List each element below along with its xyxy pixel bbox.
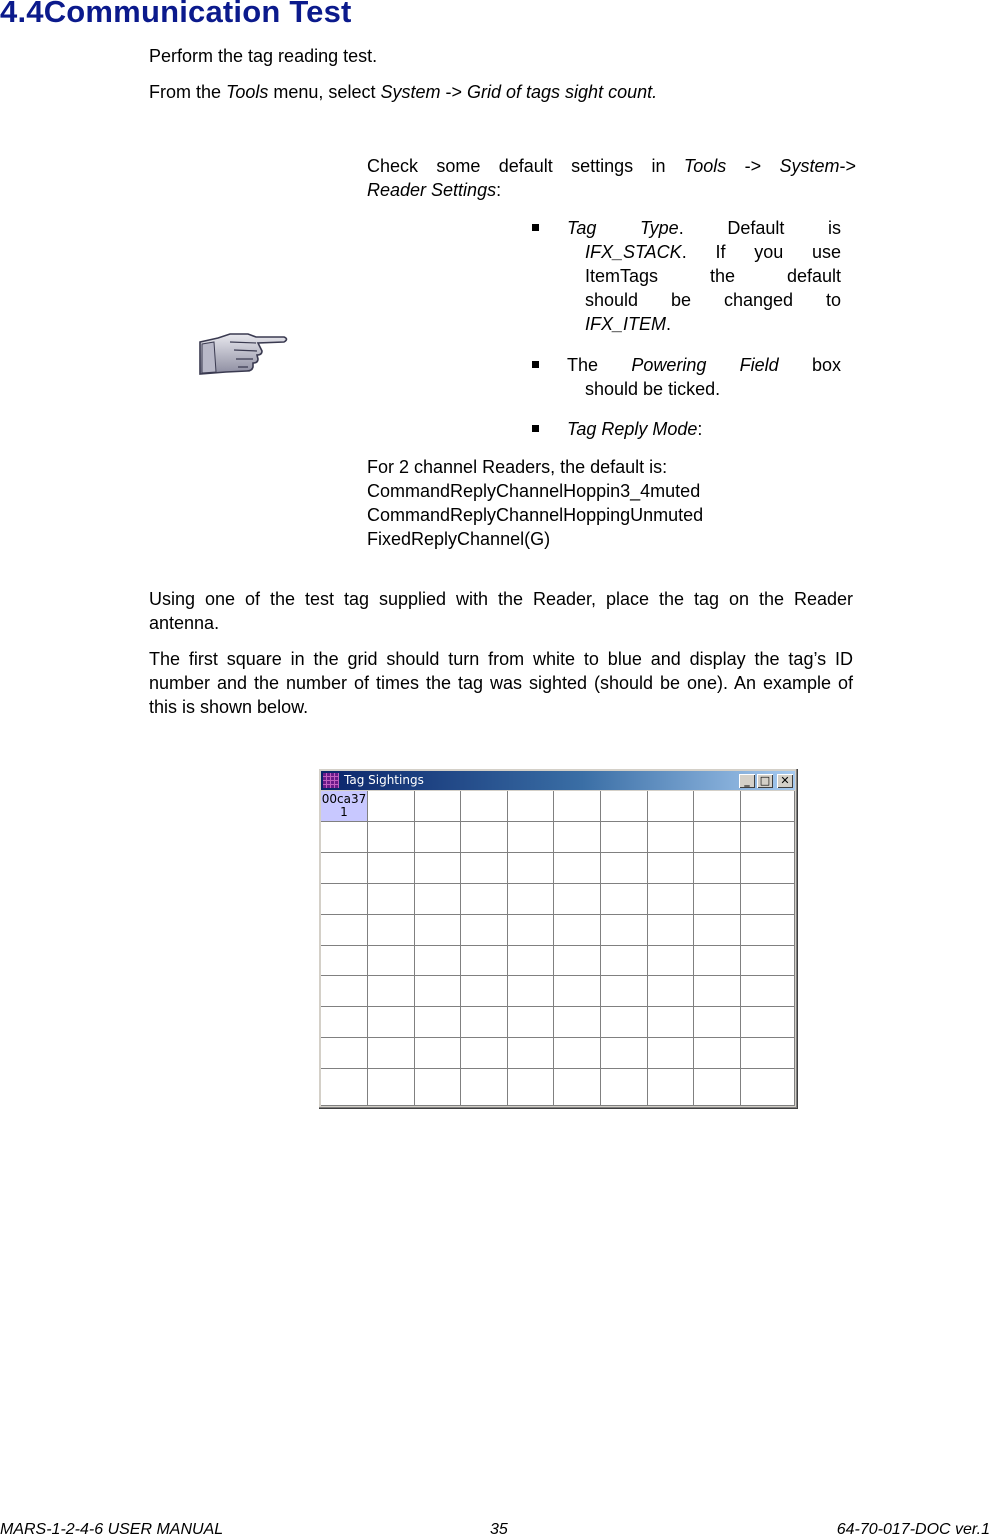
grid-cell-empty[interactable]	[508, 791, 554, 822]
bullet-marker	[532, 425, 539, 432]
grid-cell-empty[interactable]	[648, 884, 694, 915]
tag-sight-count: 1	[340, 805, 348, 819]
grid-cell-empty[interactable]	[508, 853, 554, 884]
grid-cell-empty[interactable]	[508, 884, 554, 915]
grid-cell-empty[interactable]	[694, 822, 741, 853]
grid-cell-empty[interactable]	[461, 1007, 508, 1038]
grid-cell-empty[interactable]	[321, 1038, 368, 1069]
grid-cell-empty[interactable]	[694, 1038, 741, 1069]
grid-cell-empty[interactable]	[415, 884, 461, 915]
tag-grid	[321, 791, 795, 1106]
grid-cell-empty[interactable]	[554, 1069, 601, 1106]
grid-cell-empty[interactable]	[554, 884, 601, 915]
minimize-button[interactable]: _	[739, 774, 755, 788]
grid-cell-empty[interactable]	[461, 976, 508, 1007]
grid-cell-empty[interactable]	[368, 1007, 415, 1038]
bullet-marker	[532, 224, 539, 231]
grid-cell-empty[interactable]	[554, 915, 601, 946]
grid-cell-empty[interactable]	[601, 976, 648, 1007]
grid-cell-empty[interactable]	[554, 976, 601, 1007]
grid-cell-empty[interactable]	[368, 791, 415, 822]
grid-cell-empty[interactable]	[554, 1038, 601, 1069]
grid-cell-empty[interactable]	[601, 822, 648, 853]
grid-cell-empty[interactable]	[508, 822, 554, 853]
grid-cell-empty[interactable]	[415, 976, 461, 1007]
maximize-button[interactable]: □	[757, 774, 773, 788]
grid-cell-empty[interactable]	[368, 976, 415, 1007]
note-check-text: Check some default settings in Tools -> System-> Reader Settings:	[367, 156, 856, 200]
grid-cell-empty[interactable]	[508, 1038, 554, 1069]
grid-cell-empty[interactable]	[601, 853, 648, 884]
grid-cell-empty[interactable]	[415, 915, 461, 946]
bullet-tag-reply-mode: Tag Reply Mode:	[567, 419, 703, 439]
grid-cell-empty[interactable]	[741, 1007, 795, 1038]
grid-cell-empty[interactable]	[741, 884, 795, 915]
intro-line-1: Perform the tag reading test.	[149, 46, 378, 66]
grid-cell-empty[interactable]	[554, 946, 601, 976]
grid-cell-empty[interactable]	[694, 1069, 741, 1106]
grid-cell-empty[interactable]	[368, 1069, 415, 1106]
grid-cell-empty[interactable]	[368, 1038, 415, 1069]
grid-cell-empty[interactable]	[415, 946, 461, 976]
grid-cell-empty[interactable]	[368, 915, 415, 946]
grid-cell-empty[interactable]	[741, 915, 795, 946]
footer-page-number: 35	[490, 1521, 508, 1538]
bullet-tag-type-cont: IFX_STACK. If you use ItemTags the default should be changed to IFX_ITEM.	[585, 242, 841, 334]
grid-cell-empty[interactable]	[321, 915, 368, 946]
footer-manual-title: MARS-1-2-4-6 USER MANUAL	[0, 1521, 224, 1538]
grid-cell-empty[interactable]	[368, 946, 415, 976]
window-titlebar[interactable]	[321, 771, 795, 790]
grid-cell-empty[interactable]	[694, 946, 741, 976]
bullet-marker	[532, 361, 539, 368]
grid-cell-empty[interactable]	[648, 1007, 694, 1038]
grid-cell-empty[interactable]	[321, 884, 368, 915]
window-title: Tag Sightings	[344, 773, 424, 787]
grid-cell-empty[interactable]	[321, 1007, 368, 1038]
grid-cell-empty[interactable]	[601, 915, 648, 946]
grid-cell-empty[interactable]	[648, 976, 694, 1007]
default-mode-1: CommandReplyChannelHoppin3_4muted	[367, 481, 701, 501]
grid-cell-empty[interactable]	[508, 946, 554, 976]
grid-cell-empty[interactable]	[648, 791, 694, 822]
grid-cell-empty[interactable]	[554, 1007, 601, 1038]
grid-cell-empty[interactable]	[741, 976, 795, 1007]
grid-cell-empty[interactable]	[461, 884, 508, 915]
grid-cell-empty[interactable]	[554, 853, 601, 884]
grid-cell-empty[interactable]	[601, 884, 648, 915]
defaults-intro: For 2 channel Readers, the default is:	[367, 457, 668, 477]
grid-cell-empty[interactable]	[368, 853, 415, 884]
grid-cell-empty[interactable]	[741, 822, 795, 853]
intro-line-2: From the Tools menu, select System -> Grid of tags sight count.	[149, 82, 658, 102]
grid-cell-empty[interactable]	[368, 884, 415, 915]
grid-cell-empty[interactable]	[648, 915, 694, 946]
grid-cell-empty[interactable]	[321, 853, 368, 884]
grid-cell-empty[interactable]	[601, 1007, 648, 1038]
grid-cell-empty[interactable]	[508, 1007, 554, 1038]
grid-cell-empty[interactable]	[741, 1069, 795, 1106]
grid-cell-empty[interactable]	[648, 1038, 694, 1069]
grid-cell-empty[interactable]	[415, 791, 461, 822]
grid-cell-empty[interactable]	[461, 791, 508, 822]
grid-cell-empty[interactable]	[694, 915, 741, 946]
grid-cell-empty[interactable]	[554, 791, 601, 822]
grid-cell-empty[interactable]	[648, 946, 694, 976]
grid-cell-empty[interactable]	[648, 822, 694, 853]
bullet-tag-type: Tag Type. Default is	[567, 218, 841, 238]
grid-cell-empty[interactable]	[508, 1069, 554, 1106]
grid-cell-empty[interactable]	[461, 1038, 508, 1069]
grid-cell-empty[interactable]	[601, 946, 648, 976]
section-heading: 4.4Communication Test	[0, 0, 352, 29]
grid-app-icon	[323, 773, 339, 788]
grid-cell-empty[interactable]	[415, 822, 461, 853]
bullet-powering-field: The Powering Field box	[567, 355, 841, 375]
grid-cell-sighted[interactable]	[321, 791, 368, 822]
grid-cell-empty[interactable]	[415, 853, 461, 884]
grid-cell-empty[interactable]	[415, 1038, 461, 1069]
footer-doc-number: 64-70-017-DOC ver.1	[836, 1521, 990, 1538]
grid-cell-empty[interactable]	[601, 1069, 648, 1106]
grid-cell-empty[interactable]	[461, 946, 508, 976]
grid-cell-empty[interactable]	[694, 976, 741, 1007]
tag-sightings-window	[318, 768, 798, 1109]
tag-id: 00ca37	[321, 792, 367, 806]
grid-cell-empty[interactable]	[554, 822, 601, 853]
grid-cell-empty[interactable]	[648, 1069, 694, 1106]
paragraph-grid-description: The first square in the grid should turn from white to blue and display the tag’s ID number and the number of times the tag was sighted (should be one). An example of this is shown below.	[149, 649, 853, 717]
grid-cell-empty[interactable]	[601, 791, 648, 822]
grid-cell-empty[interactable]	[321, 1069, 368, 1106]
grid-cell-empty[interactable]	[508, 976, 554, 1007]
default-mode-2: CommandReplyChannelHoppingUnmuted	[367, 505, 704, 525]
grid-cell-empty[interactable]	[461, 853, 508, 884]
grid-cell-empty[interactable]	[508, 915, 554, 946]
grid-cell-empty[interactable]	[368, 822, 415, 853]
grid-cell-empty[interactable]	[741, 853, 795, 884]
grid-cell-empty[interactable]	[694, 1007, 741, 1038]
grid-cell-empty[interactable]	[321, 822, 368, 853]
grid-cell-empty[interactable]	[648, 853, 694, 884]
grid-cell-empty[interactable]	[694, 884, 741, 915]
grid-cell-empty[interactable]	[741, 946, 795, 976]
grid-cell-empty[interactable]	[461, 822, 508, 853]
grid-cell-empty[interactable]	[415, 1069, 461, 1106]
grid-cell-empty[interactable]	[601, 1038, 648, 1069]
grid-cell-empty[interactable]	[461, 915, 508, 946]
grid-cell-empty[interactable]	[741, 791, 795, 822]
grid-cell-empty[interactable]	[694, 791, 741, 822]
grid-cell-empty[interactable]	[415, 1007, 461, 1038]
bullet-powering-field-cont: should be ticked.	[585, 379, 721, 399]
pointing-hand-icon	[196, 328, 290, 378]
grid-cell-empty[interactable]	[321, 976, 368, 1007]
close-button[interactable]: ✕	[777, 774, 793, 788]
paragraph-test-tag: Using one of the test tag supplied with the Reader, place the tag on the Reader antenna.	[149, 589, 853, 633]
grid-cell-empty[interactable]	[741, 1038, 795, 1069]
grid-cell-empty[interactable]	[694, 853, 741, 884]
default-mode-3: FixedReplyChannel(G)	[367, 529, 551, 549]
grid-cell-empty[interactable]	[321, 946, 368, 976]
grid-cell-empty[interactable]	[461, 1069, 508, 1106]
